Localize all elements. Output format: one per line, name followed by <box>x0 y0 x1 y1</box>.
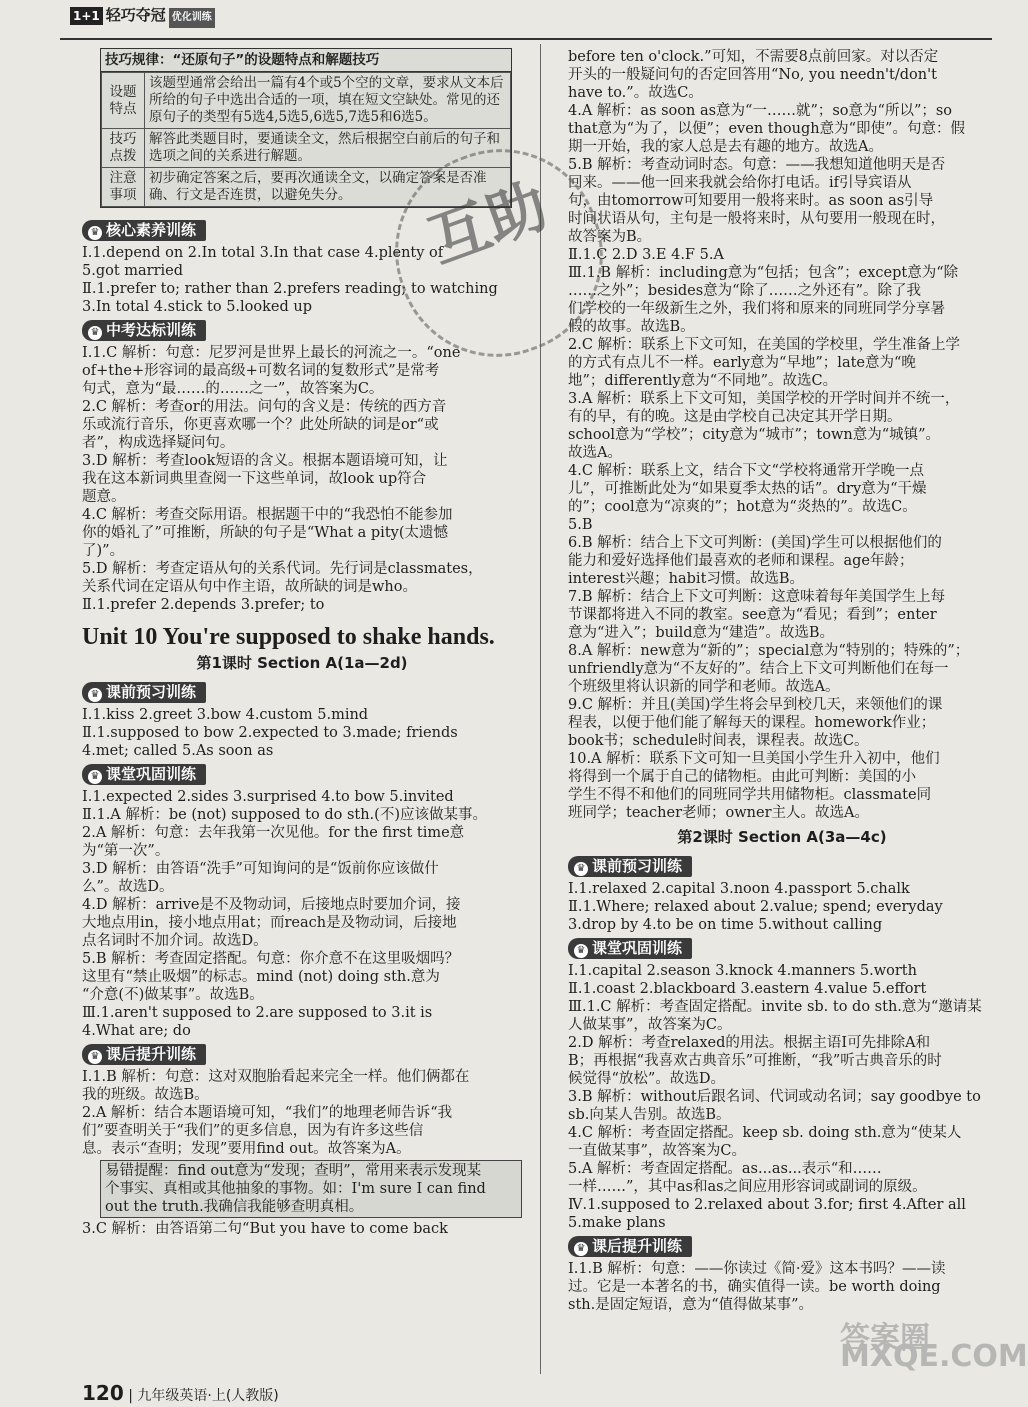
text-line: Ⅱ.1.Where; relaxed about 2.value; spend; everyday <box>568 899 943 915</box>
crown-icon: ♛ <box>574 944 588 958</box>
text-line: 故答案为B。 <box>568 229 652 245</box>
section-title: 课堂巩固训练 <box>106 765 197 783</box>
section-title: 中考达标训练 <box>106 321 197 339</box>
text-line: 5.A 解析：考查固定搭配。as...as...表示“和…… <box>568 1161 882 1177</box>
text-line: 我在这本新词典里查阅一下这些单词，故look up符合 <box>82 471 427 487</box>
text-line: 息。表示“查明；发现”要用find out。故答案为A。 <box>82 1141 411 1157</box>
text-line: 乐或流行音乐，你更喜欢哪一个？此处所缺的词是or“或 <box>82 417 439 433</box>
text-line: 2.D 解析：考查relaxed的用法。根据主语I可先排除A和 <box>568 1035 931 1051</box>
right-column <box>568 48 996 1314</box>
answer-block <box>82 706 522 760</box>
text-line: 易错提醒：find out意为“发现；查明”，常用来表示发现某 <box>105 1163 482 1179</box>
crown-icon: ♛ <box>88 326 102 340</box>
section-heading <box>82 320 206 341</box>
text-line: 节课都将进入不同的教室。see意为“看见；看到”；enter <box>568 607 937 623</box>
lesson-title: 第2课时 Section A(3a—4c) <box>677 828 887 846</box>
text-line: 个事实、真相或其他抽象的事物。如：I'm sure I can find <box>105 1181 486 1197</box>
text-line: 题意。 <box>82 489 126 505</box>
text-line: Ⅰ.1.relaxed 2.capital 3.noon 4.passport 5.chalk <box>568 881 910 897</box>
page-footer: 120 | 九年级英语·上(人教版) <box>82 1381 279 1405</box>
text-line: 的”；cool意为“凉爽的”；hot意为“炎热的”。故选C。 <box>568 499 917 515</box>
text-line: 你的婚礼了”可推断，所缺的句子是“What a pity(太遗憾 <box>82 525 448 541</box>
tip-value: 初步确定答案之后，要再次通读全文，以确定答案是否准确、行文是否连贯，以避免失分。 <box>145 168 511 207</box>
text-line: Ⅱ.1.A 解析：be (not) supposed to do sth.(不)应该做某事。 <box>82 807 487 823</box>
text-line: 2.C 解析：考查or的用法。问句的含义是：传统的西方音 <box>82 399 447 415</box>
crown-icon: ♛ <box>88 688 102 702</box>
text-line: Ⅲ.1.B 解析：including意为“包括；包含”；except意为“除 <box>568 265 959 281</box>
text-line: 儿”，可推断此处为“如果夏季太热的话”。dry意为“干燥 <box>568 481 927 497</box>
text-line: 2.A 解析：句意：去年我第一次见他。for the first time意 <box>82 825 465 841</box>
text-line: 2.C 解析：联系上下文可知，在美国的学校里，学生准备上学 <box>568 337 961 353</box>
text-line: 3.drop by 4.to be on time 5.without calling <box>568 917 883 933</box>
text-line: Ⅰ.1.capital 2.season 3.knock 4.manners 5.worth <box>568 963 917 979</box>
text-line: 4.D 解析：arrive是不及物动词，后接地点时要加介词，接 <box>82 897 461 913</box>
error-warning-box <box>100 1160 522 1218</box>
text-line: 开头的一般疑问句的否定回答用“No, you needn't/don't <box>568 67 937 83</box>
text-line: 3.C 解析：由答语第二句“But you have to come back <box>82 1221 448 1237</box>
text-line: Ⅱ.1.C 2.D 3.E 4.F 5.A <box>568 247 724 263</box>
text-line: 关系代词在定语从句中作主语，故所缺的词是who。 <box>82 579 417 595</box>
section-title: 课前预习训练 <box>592 857 683 875</box>
text-line: 一样……”，其中as和as之间应用形容词或副词的原级。 <box>568 1179 927 1195</box>
text-line: 人做某事”，故答案为C。 <box>568 1017 732 1033</box>
text-line: of+the+形容词的最高级+可数名词的复数形式”是常考 <box>82 363 440 379</box>
text-line: Ⅱ.1.coast 2.blackboard 3.eastern 4.value 5.effort <box>568 981 927 997</box>
text-line: 5.B 解析：考查固定搭配。句意：你介意不在这里吸烟吗？ <box>82 951 460 967</box>
section-heading <box>568 938 692 959</box>
section-title: 课堂巩固训练 <box>592 939 683 957</box>
text-line: Ⅱ.1.prefer to; rather than 2.prefers reading; to watching <box>82 281 498 297</box>
answer-block <box>82 788 522 1040</box>
text-line: Ⅰ.1.expected 2.sides 3.surprised 4.to bow 5.invited <box>82 789 454 805</box>
text-line: 个班级里将认识新的同学和老师。故选A。 <box>568 679 840 695</box>
text-line: book书；schedule时间表，课程表。故选C。 <box>568 733 869 749</box>
text-line: unfriendly意为“不友好的”。结合上下文可判断他们在每一 <box>568 661 949 677</box>
tip-key: 设题特点 <box>102 73 145 129</box>
tip-value: 解答此类题目时，要通读全文，然后根据空白前后的句子和选项之间的关系进行解题。 <box>145 129 511 168</box>
crown-icon: ♛ <box>88 1050 102 1064</box>
text-line: 学生不得不和他们的同班同学共用储物柜。classmate同 <box>568 787 932 803</box>
text-line: Ⅰ.1.B 解析：句意：这对双胞胎看起来完全一样。他们俩都在 <box>82 1069 470 1085</box>
answer-block <box>82 344 522 614</box>
answer-block <box>82 1220 522 1238</box>
text-line: Ⅱ.1.supposed to bow 2.expected to 3.made; friends <box>82 725 458 741</box>
lesson-title: 第1课时 Section A(1a—2d) <box>196 654 408 672</box>
text-line: 4.C 解析：考查交际用语。根据题干中的“我恐怕不能参加 <box>82 507 453 523</box>
text-line: 假的故事。故选B。 <box>568 319 695 335</box>
text-line: 8.A 解析：new意为“新的”；special意为“特别的；特殊的”； <box>568 643 970 659</box>
text-line: 将得到一个属于自己的储物柜。由此可判断：美国的小 <box>568 769 916 785</box>
stamp-text: 互助 <box>420 170 557 278</box>
section-heading <box>568 1236 692 1257</box>
text-line: Ⅲ.1.C 解析：考查固定搭配。invite sb. to do sth.意为“邀请某 <box>568 999 982 1015</box>
text-line: 3.A 解析：联系上下文可知，美国学校的开学时间并不统一， <box>568 391 960 407</box>
section-title: 课前预习训练 <box>106 683 197 701</box>
text-line: Ⅰ.1.kiss 2.greet 3.bow 4.custom 5.mind <box>82 707 369 723</box>
text-line: 们学校的一年级新生之外，我们将和原来的同班同学分享暑 <box>568 301 945 317</box>
logo-sub: 优化训练 <box>169 8 215 28</box>
text-line: 4.C 解析：考查固定搭配。keep sb. doing sth.意为“使某人 <box>568 1125 962 1141</box>
text-line: 5.got married <box>82 263 184 279</box>
text-line: 过。它是一本著名的书，确实值得一读。be worth doing <box>568 1279 941 1295</box>
answer-block <box>568 880 996 934</box>
text-line: 了)”。 <box>82 543 125 559</box>
page-number: 120 <box>82 1381 124 1405</box>
text-line: 班同学；teacher老师；owner主人。故选A。 <box>568 805 869 821</box>
text-line: 大地点用in，接小地点用at；而reach是及物动词，后接地 <box>82 915 457 931</box>
section-title: 课后提升训练 <box>106 1045 197 1063</box>
text-line: Ⅰ.1.depend on 2.In total 3.In that case 4.plenty of <box>82 245 444 261</box>
text-line: have to.”。故选C。 <box>568 85 703 101</box>
text-line: 为“第一次”。 <box>82 843 170 859</box>
text-line: 10.A 解析：联系下文可知一旦美国小学生升入初中，他们 <box>568 751 940 767</box>
text-line: 5.D 解析：考查定语从句的关系代词。先行词是classmates， <box>82 561 483 577</box>
logo-text: 轻巧夺冠 <box>105 6 166 24</box>
text-line: ……之外”；besides意为“除了……之外还有”。除了我 <box>568 283 921 299</box>
answer-block <box>568 48 996 822</box>
text-line: 候觉得“放松”。故选D。 <box>568 1071 725 1087</box>
text-line: Ⅰ.1.C 解析：句意：尼罗河是世界上最长的河流之一。“one <box>82 345 461 361</box>
section-heading <box>82 764 206 785</box>
tip-title: 技巧规律：“还原句子”的设题特点和解题技巧 <box>101 49 511 72</box>
text-line: 者”，构成选择疑问句。 <box>82 435 235 451</box>
page-header <box>0 0 1000 40</box>
answer-block <box>568 1260 996 1314</box>
text-line: sth.是固定短语，意为“值得做某事”。 <box>568 1297 814 1313</box>
section-heading <box>568 856 692 877</box>
text-line: 有的早，有的晚。这是由学校自己决定其开学日期。 <box>568 409 902 425</box>
text-line: Ⅱ.1.prefer 2.depends 3.prefer; to <box>82 597 325 613</box>
text-line: interest兴趣；habit习惯。故选B。 <box>568 571 805 587</box>
text-line: 4.A 解析：as soon as意为“一……就”；so意为“所以”；so <box>568 103 953 119</box>
text-line: 3.D 解析：由答语“洗手”可知询问的是“饭前你应该做什 <box>82 861 439 877</box>
text-line: Ⅳ.1.supposed to 2.relaxed about 3.for; first 4.After all <box>568 1197 966 1213</box>
text-line: 能力和爱好选择他们最喜欢的老师和课程。age年龄； <box>568 553 914 569</box>
text-line: 3.In total 4.stick to 5.looked up <box>82 299 313 315</box>
text-line: B；再根据“我喜欢古典音乐”可推断，“我”听古典音乐的时 <box>568 1053 942 1069</box>
text-line: Ⅰ.1.B 解析：句意：——你读过《简·爱》这本书吗？——读 <box>568 1261 946 1277</box>
crown-icon: ♛ <box>88 770 102 784</box>
answer-block <box>568 962 996 1232</box>
text-line: 6.B 解析：结合上下文可判断：(美国)学生可以根据他们的 <box>568 535 942 551</box>
publisher-logo <box>70 6 215 28</box>
crown-icon: ♛ <box>574 862 588 876</box>
text-line: 的方式有点儿不一样。early意为“早地”；late意为“晚 <box>568 355 916 371</box>
site-watermark: 答案圈 MXQE.COM <box>840 1321 1028 1374</box>
text-line: “介意(不)做某事”。故选B。 <box>82 987 264 1003</box>
header-rule <box>60 38 992 40</box>
text-line: school意为“学校”；city意为“城市”；town意为“城镇”。 <box>568 427 941 443</box>
section-heading <box>82 682 206 703</box>
tip-row <box>102 73 511 129</box>
crown-icon: ♛ <box>574 1242 588 1256</box>
text-line: 期一开始，我的家人总是去有趣的地方。故选A。 <box>568 139 883 155</box>
text-line: out the truth.我确信我能够查明真相。 <box>105 1199 364 1215</box>
text-line: 4.C 解析：联系上文，结合下文“学校将通常开学晚一点 <box>568 463 924 479</box>
text-line: 回来。——他一回来我就会给你打电话。if引导宾语从 <box>568 175 912 191</box>
tip-key: 注意事项 <box>102 168 145 207</box>
text-line: 7.B 解析：结合上下文可判断：这意味着每年美国学生上每 <box>568 589 946 605</box>
answer-block <box>82 1068 522 1158</box>
text-line: 意为“进入”；build意为“建造”。故选B。 <box>568 625 834 641</box>
text-line: 们”要查明关于“我们”的更多信息，因为有许多这些信 <box>82 1123 424 1139</box>
text-line: 5.B 解析：考查动词时态。句意：——我想知道他明天是否 <box>568 157 946 173</box>
text-line: 时间状语从句，主句是一般将来时，从句要用一般现在时， <box>568 211 945 227</box>
section-title: 课后提升训练 <box>592 1237 683 1255</box>
text-line: 么”。故选D。 <box>82 879 174 895</box>
logo-mark: 1+1 <box>70 7 103 25</box>
text-line: 5.B <box>568 517 593 533</box>
tip-value: 该题型通常会给出一篇有4个或5个空的文章，要求从文本后所给的句子中选出合适的一项，填在短文空缺处。常见的还原句子的类型有5选4,5选5,6选5,7选5和6选5。 <box>145 73 511 129</box>
text-line: 3.D 解析：考查look短语的含义。根据本题语境可知，让 <box>82 453 448 469</box>
crown-icon: ♛ <box>88 226 102 240</box>
text-line: 一直做某事”，故答案为C。 <box>568 1143 747 1159</box>
text-line: 这里有“禁止吸烟”的标志。mind (not) doing sth.意为 <box>82 969 440 985</box>
text-line: 4.What are; do <box>82 1023 191 1039</box>
text-line: 点名词时不加介词。故选D。 <box>82 933 268 949</box>
book-label: 九年级英语·上(人教版) <box>137 1388 279 1404</box>
text-line: before ten o'clock.”可知，不需要8点前回家。对以否定 <box>568 49 939 65</box>
tip-key: 技巧点拨 <box>102 129 145 168</box>
text-line: 故选A。 <box>568 445 622 461</box>
text-line: sb.向某人告别。故选B。 <box>568 1107 731 1123</box>
text-line: 句，由tomorrow可知要用一般将来时。as soon as引导 <box>568 193 934 209</box>
text-line: 3.B 解析：without后跟名词、代词或动名词；say goodbye to <box>568 1089 981 1105</box>
text-line: 地”；differently意为“不同地”。故选C。 <box>568 373 838 389</box>
text-line: that意为“为了，以便”；even though意为“即使”。句意：假 <box>568 121 965 137</box>
section-heading <box>82 220 206 241</box>
text-line: 我的班级。故选B。 <box>82 1087 209 1103</box>
text-line: 句式，意为“最……的……之一”，故答案为C。 <box>82 381 384 397</box>
text-line: Ⅲ.1.aren't supposed to 2.are supposed to 3.it is <box>82 1005 433 1021</box>
text-line: 程表，以便于他们能了解每天的课程。homework作业； <box>568 715 936 731</box>
text-line: 9.C 解析：并且(美国)学生将会早到校几天，来领他们的课 <box>568 697 943 713</box>
section-heading <box>82 1044 206 1065</box>
text-line: 2.A 解析：结合本题语境可知，“我们”的地理老师告诉“我 <box>82 1105 453 1121</box>
section-title: 核心素养训练 <box>106 221 197 239</box>
unit-title: Unit 10 You're supposed to shake hands. <box>82 624 495 650</box>
text-line: 5.make plans <box>568 1215 666 1231</box>
text-line: 4.met; called 5.As soon as <box>82 743 274 759</box>
